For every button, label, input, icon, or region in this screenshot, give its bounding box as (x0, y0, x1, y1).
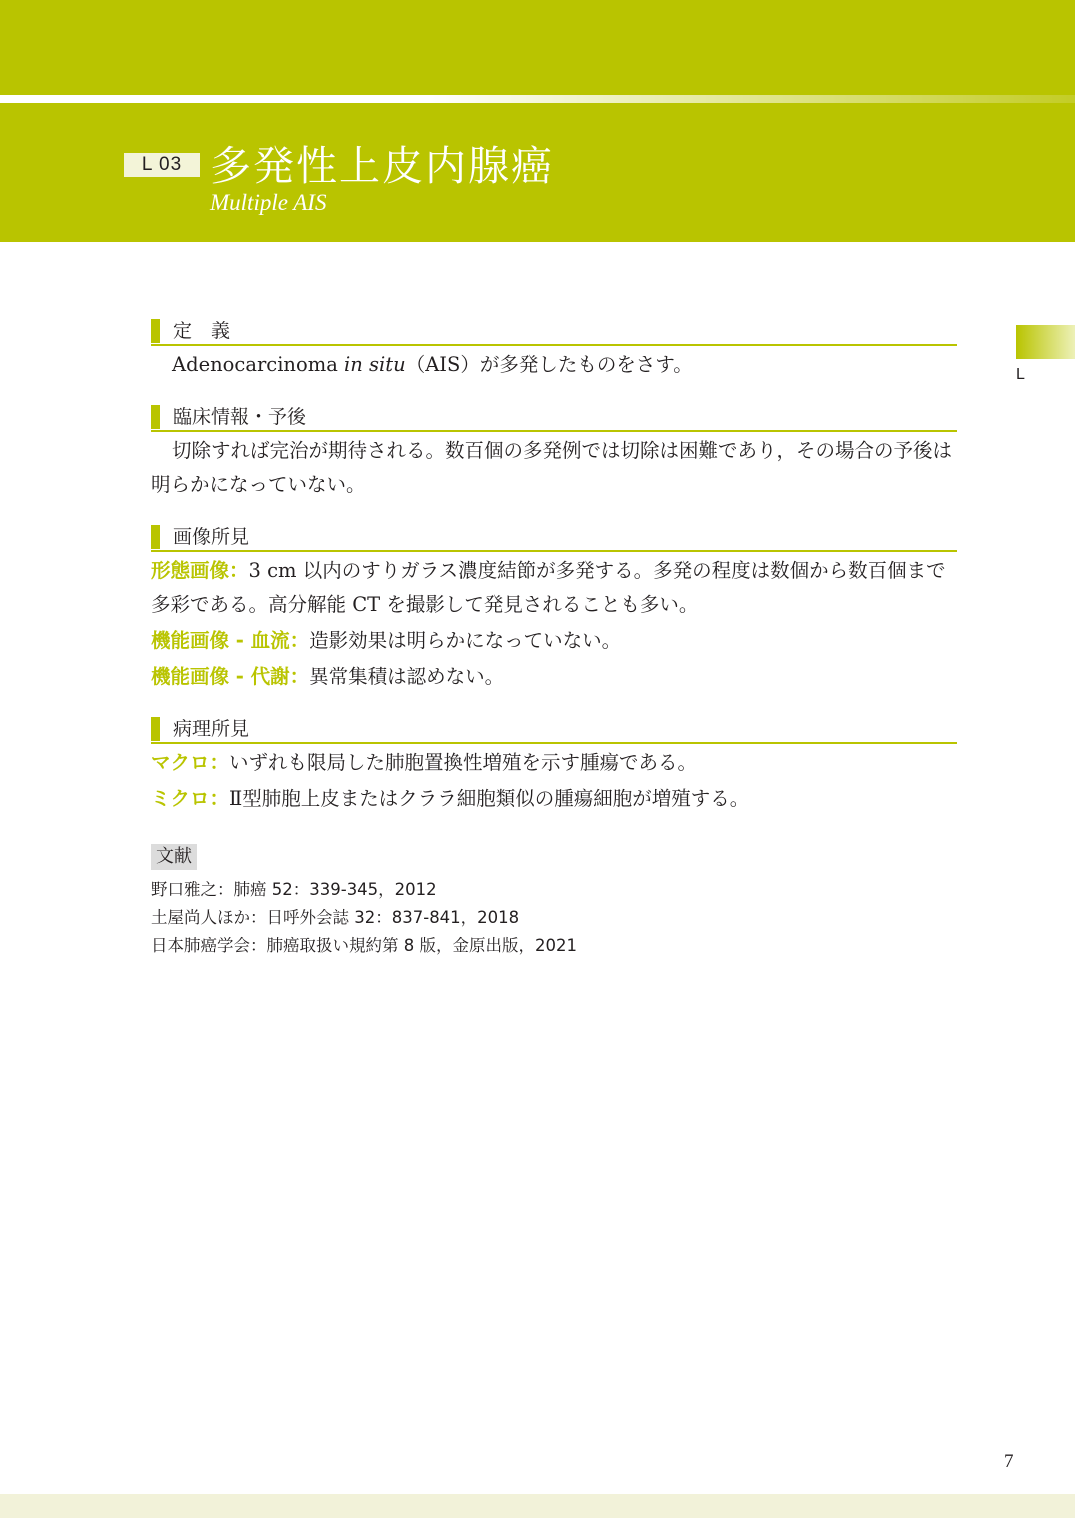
imaging-item (151, 660, 957, 694)
pathology-item (151, 746, 957, 780)
section-heading-pathology: 病理所見 (151, 716, 957, 744)
side-index-tab (1016, 325, 1075, 359)
references-list (151, 876, 957, 960)
page-subtitle: Multiple AIS (210, 190, 327, 215)
imaging-item-tag: 機能画像 - 代謝： (151, 665, 310, 688)
reference-item: 野口雅之：肺癌 52：339-345，2012 (151, 880, 437, 899)
imaging-item (151, 554, 957, 622)
definition-text (151, 348, 957, 382)
pathology-item-tag: マクロ： (151, 751, 230, 774)
imaging-item-text: 3 cm 以内のすりガラス濃度結節が多発する。多発の程度は数個から数百個まで多彩である。高分解能 CT を撮影して発見されることも多い。 (151, 559, 946, 616)
imaging-item (151, 624, 957, 658)
pathology-item-text: いずれも限局した肺胞置換性増殖を示す腫瘍である。 (229, 751, 698, 774)
pathology-item-tag: ミクロ： (151, 787, 230, 810)
references-label: 文献 (151, 844, 197, 870)
definition-text-a: Adenocarcinoma (172, 353, 345, 376)
definition-text-italic: in situ (344, 353, 406, 376)
reference-item: 土屋尚人ほか：日呼外会誌 32：837-841，2018 (151, 908, 520, 927)
side-index-letter: L (1016, 366, 1025, 383)
header-rule (0, 95, 1075, 103)
section-heading-clinical: 臨床情報・予後 (151, 404, 957, 432)
section-heading-definition: 定 義 (151, 318, 957, 346)
section-heading-imaging: 画像所見 (151, 524, 957, 552)
definition-text-b: （AIS）が多発したものをさす。 (405, 353, 693, 376)
imaging-item-text: 異常集積は認めない。 (309, 665, 505, 688)
reference-item: 日本肺癌学会：肺癌取扱い規約第 8 版，金原出版，2021 (151, 936, 577, 955)
pathology-item (151, 782, 957, 816)
imaging-item-text: 造影効果は明らかになっていない。 (309, 629, 622, 652)
page-title: 多発性上皮内腺癌 (210, 142, 554, 190)
main-content (151, 318, 957, 960)
imaging-item-tag: 形態画像： (151, 559, 249, 582)
clinical-text: 切除すれば完治が期待される。数百個の多発例では切除は困難であり，その場合の予後は明らかになっていない。 (151, 439, 953, 496)
page-number: 7 (1004, 1451, 1014, 1472)
section-code-badge: L 03 (124, 153, 200, 177)
footer-band (0, 1494, 1075, 1518)
pathology-item-text: Ⅱ型肺胞上皮またはクララ細胞類似の腫瘍細胞が増殖する。 (229, 787, 750, 810)
imaging-item-tag: 機能画像 - 血流： (151, 629, 310, 652)
page-header (0, 0, 1075, 242)
